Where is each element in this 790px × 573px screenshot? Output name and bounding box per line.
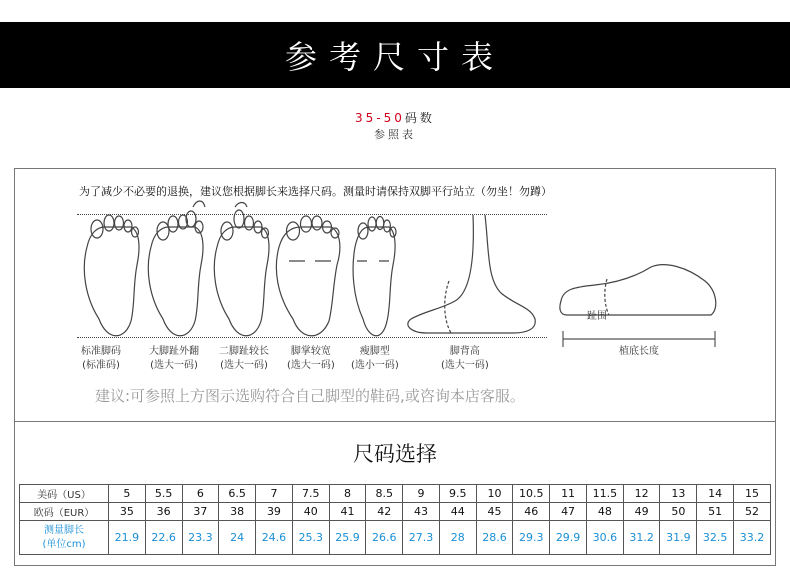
caption-second-toe-sub: (选大一码): [220, 360, 268, 371]
foot-guide-panel: [14, 168, 776, 422]
size-cell: 11.5: [586, 485, 623, 503]
size-cell: 29.9: [550, 521, 587, 555]
standard-foot-icon: [84, 215, 139, 336]
size-cell: 28: [439, 521, 476, 555]
caption-sole-label: 植底长度: [619, 346, 659, 357]
size-cell: 45: [476, 503, 513, 521]
row-label-text: 美码（US）: [37, 490, 91, 501]
bunion-foot-icon: [148, 201, 205, 336]
size-cell: 33.2: [734, 521, 771, 555]
size-table: [19, 484, 771, 555]
suggestion-text: 建议:可参照上方图示选购符合自己脚型的鞋码,或咨询本店客服。: [95, 387, 525, 405]
caption-bunion: [149, 345, 199, 373]
size-cell: 28.6: [476, 521, 513, 555]
size-cell: 46: [513, 503, 550, 521]
size-table-title: 尺码选择: [353, 442, 437, 466]
caption-slim-label: 瘦脚型: [359, 346, 390, 357]
size-cell: 29.3: [513, 521, 550, 555]
size-cell: 10.5: [513, 485, 550, 503]
size-cell: 38: [219, 503, 256, 521]
title-banner: [0, 22, 790, 88]
size-cell: 39: [256, 503, 293, 521]
size-cell: 5: [109, 485, 146, 503]
caption-standard-sub: (标准码): [82, 360, 120, 371]
table-row: [20, 503, 771, 521]
size-cell: 13: [660, 485, 697, 503]
caption-wide-sub: (选大一码): [287, 360, 335, 371]
table-row: [20, 485, 771, 503]
foot-illustrations: [15, 169, 777, 369]
size-cell: 47: [550, 503, 587, 521]
row-label-text: 测量脚长: [44, 524, 84, 536]
size-cell: 9: [403, 485, 440, 503]
size-cell: 50: [660, 503, 697, 521]
page-title: 参考尺寸表: [284, 38, 505, 76]
row-label: [20, 485, 109, 503]
wide-foot-icon: [276, 216, 340, 336]
caption-instep-label: 脚背高: [449, 346, 480, 357]
table-row: [20, 521, 771, 555]
size-cell: 37: [182, 503, 219, 521]
row-label: [20, 521, 109, 555]
caption-standard-label: 标准脚码: [81, 346, 121, 357]
slim-foot-icon: [353, 217, 396, 336]
size-cell: 10: [476, 485, 513, 503]
caption-sole-length: [619, 345, 659, 359]
size-cell: 25.9: [329, 521, 366, 555]
caption-second-toe: [219, 345, 269, 373]
size-cell: 14: [697, 485, 734, 503]
size-cell: 12: [623, 485, 660, 503]
size-cell: 41: [329, 503, 366, 521]
caption-wide: [287, 345, 335, 373]
long-second-toe-foot-icon: [214, 203, 269, 336]
size-cell: 7: [256, 485, 293, 503]
size-cell: 23.3: [182, 521, 219, 555]
shoe-sole-icon: [560, 265, 716, 347]
size-cell: 21.9: [109, 521, 146, 555]
caption-slim: [351, 345, 399, 373]
size-cell: 8.5: [366, 485, 403, 503]
size-cell: 42: [366, 503, 403, 521]
size-cell: 52: [734, 503, 771, 521]
size-cell: 9.5: [439, 485, 476, 503]
caption-wide-label: 脚掌较宽: [290, 346, 331, 357]
size-cell: 24: [219, 521, 256, 555]
size-cell: 49: [623, 503, 660, 521]
caption-second-toe-label: 二脚趾较长: [219, 346, 269, 357]
caption-bunion-label: 大脚趾外翻: [149, 346, 199, 357]
measure-instruction: 为了减少不必要的退换，建议您根据脚长来选择尺码。测量时请保持双脚平行站立（勿坐！勿蹲）: [79, 185, 552, 198]
size-range-numbers: 35-50: [355, 111, 405, 125]
size-cell: 40: [292, 503, 329, 521]
size-cell: 8: [329, 485, 366, 503]
row-label-unit: (单位cm): [42, 538, 86, 550]
size-cell: 26.6: [366, 521, 403, 555]
instep-side-foot-icon: [408, 215, 535, 333]
size-cell: 31.2: [623, 521, 660, 555]
size-cell: 11: [550, 485, 587, 503]
size-cell: 43: [403, 503, 440, 521]
size-cell: 22.6: [145, 521, 182, 555]
caption-standard: [81, 345, 121, 373]
size-cell: 30.6: [586, 521, 623, 555]
size-cell: 6: [182, 485, 219, 503]
toe-girth-tag: 趾围: [587, 311, 607, 322]
size-cell: 32.5: [697, 521, 734, 555]
caption-bunion-sub: (选大一码): [150, 360, 198, 371]
size-cell: 25.3: [292, 521, 329, 555]
size-cell: 31.9: [660, 521, 697, 555]
size-cell: 15: [734, 485, 771, 503]
size-range: [0, 109, 790, 126]
caption-instep: [441, 345, 489, 373]
size-cell: 24.6: [256, 521, 293, 555]
size-cell: 5.5: [145, 485, 182, 503]
size-cell: 6.5: [219, 485, 256, 503]
row-label: [20, 503, 109, 521]
reference-subtitle: 参照表: [374, 128, 416, 141]
size-cell: 35: [109, 503, 146, 521]
size-cell: 27.3: [403, 521, 440, 555]
size-cell: 48: [586, 503, 623, 521]
size-cell: 51: [697, 503, 734, 521]
size-cell: 44: [439, 503, 476, 521]
caption-slim-sub: (选小一码): [351, 360, 399, 371]
size-range-unit: 码数: [404, 111, 435, 125]
caption-instep-sub: (选大一码): [441, 360, 489, 371]
size-cell: 36: [145, 503, 182, 521]
size-cell: 7.5: [292, 485, 329, 503]
row-label-text: 欧码（EUR）: [33, 508, 95, 519]
